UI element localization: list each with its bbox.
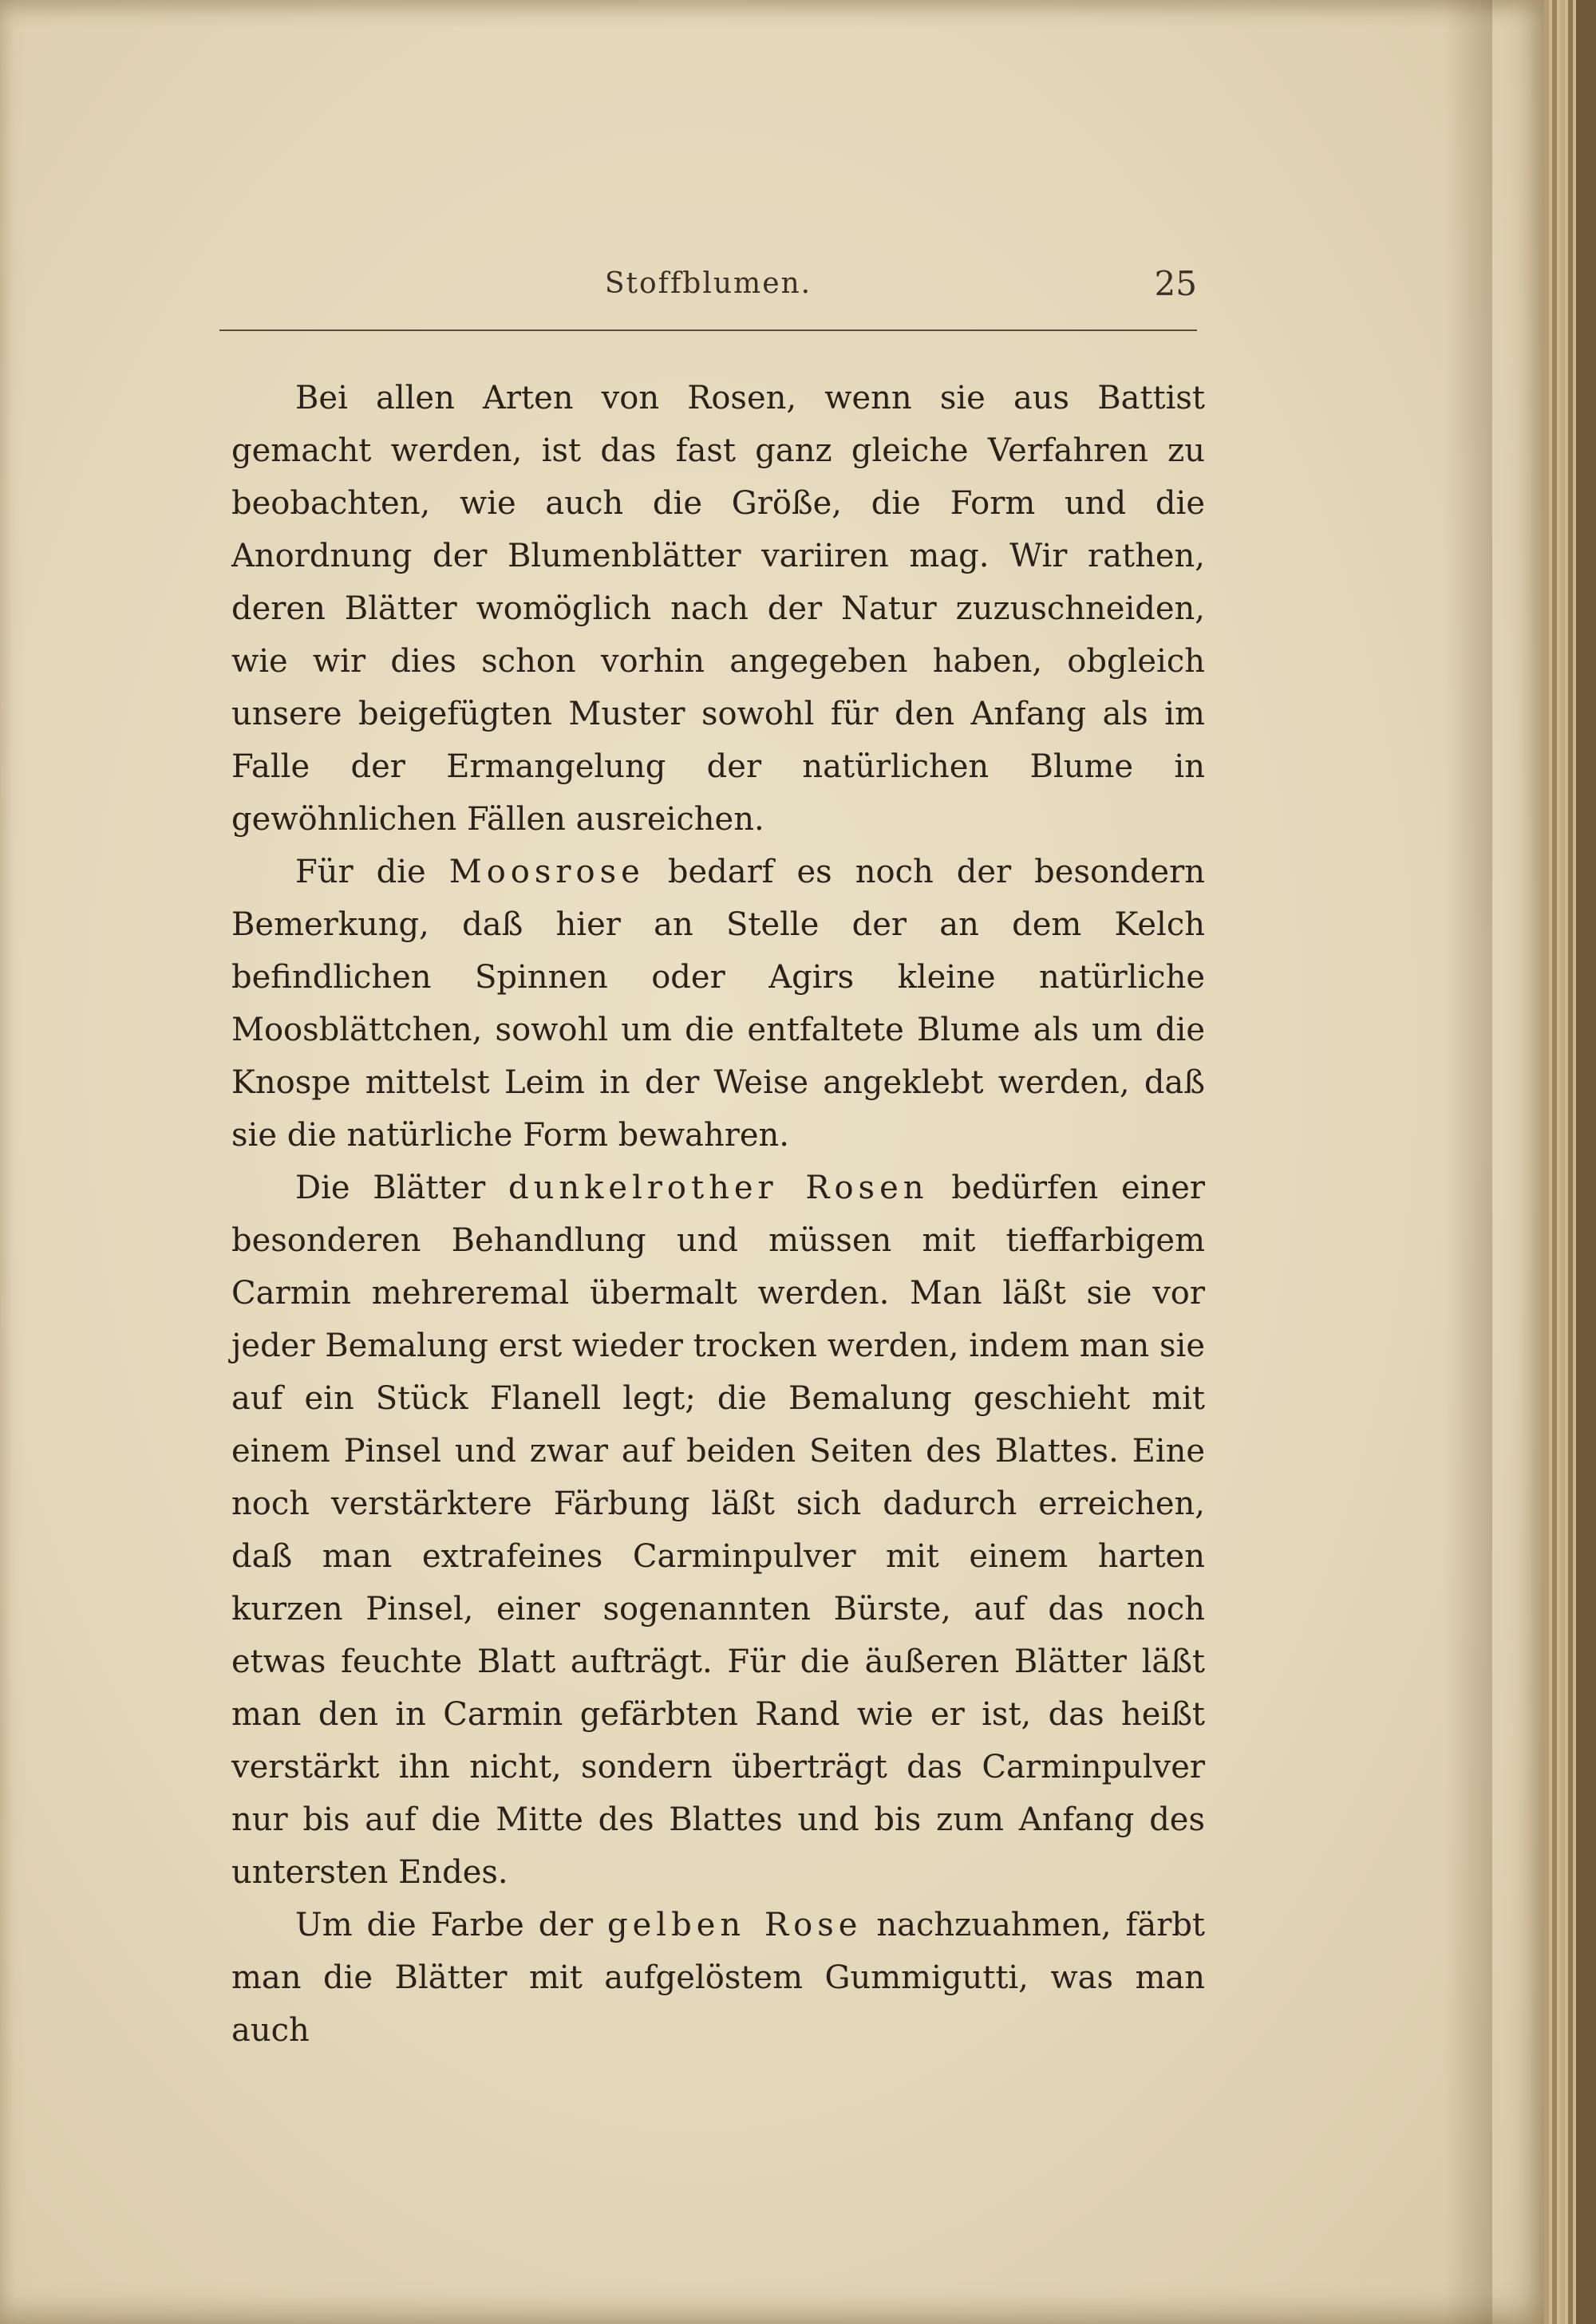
header-rule bbox=[219, 329, 1197, 331]
paragraph-text: nachzuahmen, färbt man die Blätter mit aufgelöstem Gummigutti, was man auch bbox=[231, 1907, 1205, 2049]
page-stack-edge bbox=[1552, 0, 1557, 2324]
book-cover-edge bbox=[1576, 0, 1596, 2324]
body-text bbox=[231, 372, 1205, 2057]
paragraph bbox=[231, 1899, 1205, 2057]
paragraph-text: Bei allen Arten von Rosen, wenn sie aus Battist gemacht werden, ist das fast ganz gleiche Verfahren zu beobachten, wie auch die Größe, die Form und die Anordnung der Blumenblätter variiren mag. Wir rathen, deren Blätter womöglich nach der Natur zuzuschneiden, wie wir dies schon vorhin angegeben haben, obgleich unsere beigefügten Muster sowohl für den Anfang als im Falle der Ermangelung der natürlichen Blume in gewöhnlichen Fällen ausreichen. bbox=[231, 380, 1205, 838]
emphasized-term: dunkelrother Rosen bbox=[508, 1170, 929, 1206]
page-stack-edge bbox=[1544, 0, 1549, 2324]
page-edge-shadow bbox=[1444, 0, 1492, 2324]
paragraph bbox=[231, 1162, 1205, 1899]
running-title: Stoffblumen. bbox=[604, 267, 812, 300]
page-stack-edge bbox=[1560, 0, 1565, 2324]
paragraph-text: Die Blätter bbox=[295, 1170, 508, 1206]
paragraph-text: bedarf es noch der besondern Bemerkung, daß hier an Stelle der an dem Kelch befindlichen Spinnen oder Agirs kleine natürliche Moosblättchen, sowohl um die entfaltete Blume als um die Knospe mittelst Leim in der Weise angeklebt werden, daß sie die natürliche Form bewahren. bbox=[231, 854, 1205, 1154]
emphasized-term: gelben Rose bbox=[607, 1907, 863, 1943]
emphasized-term: Moosrose bbox=[448, 854, 645, 890]
paragraph bbox=[231, 846, 1205, 1162]
page-number: 25 bbox=[1154, 264, 1197, 303]
paragraph-text: Für die bbox=[295, 854, 449, 890]
paragraph bbox=[231, 372, 1205, 846]
page-header bbox=[219, 264, 1197, 307]
paragraph-text: Um die Farbe der bbox=[295, 1907, 608, 1943]
page-stack-edge bbox=[1568, 0, 1573, 2324]
paragraph-text: bedürfen einer besonderen Behandlung und müssen mit tieffarbigem Carmin mehreremal übermalt werden. Man läßt sie vor jeder Bemalung erst wieder trocken werden, indem man sie auf ein Stück Flanell legt; die Bemalung geschieht mit einem Pinsel und zwar auf beiden Seiten des Blattes. Eine noch verstärktere Färbung läßt sich dadurch erreichen, daß man extrafeines Carminpulver mit einem harten kurzen Pinsel, einer sogenannten Bürste, auf das noch etwas feuchte Blatt aufträgt. Für die äußeren Blätter läßt man den in Carmin gefärbten Rand wie er ist, das heißt verstärkt ihn nicht, sondern überträgt das Carminpulver nur bis auf die Mitte des Blattes und bis zum Anfang des untersten Endes. bbox=[231, 1170, 1206, 1891]
